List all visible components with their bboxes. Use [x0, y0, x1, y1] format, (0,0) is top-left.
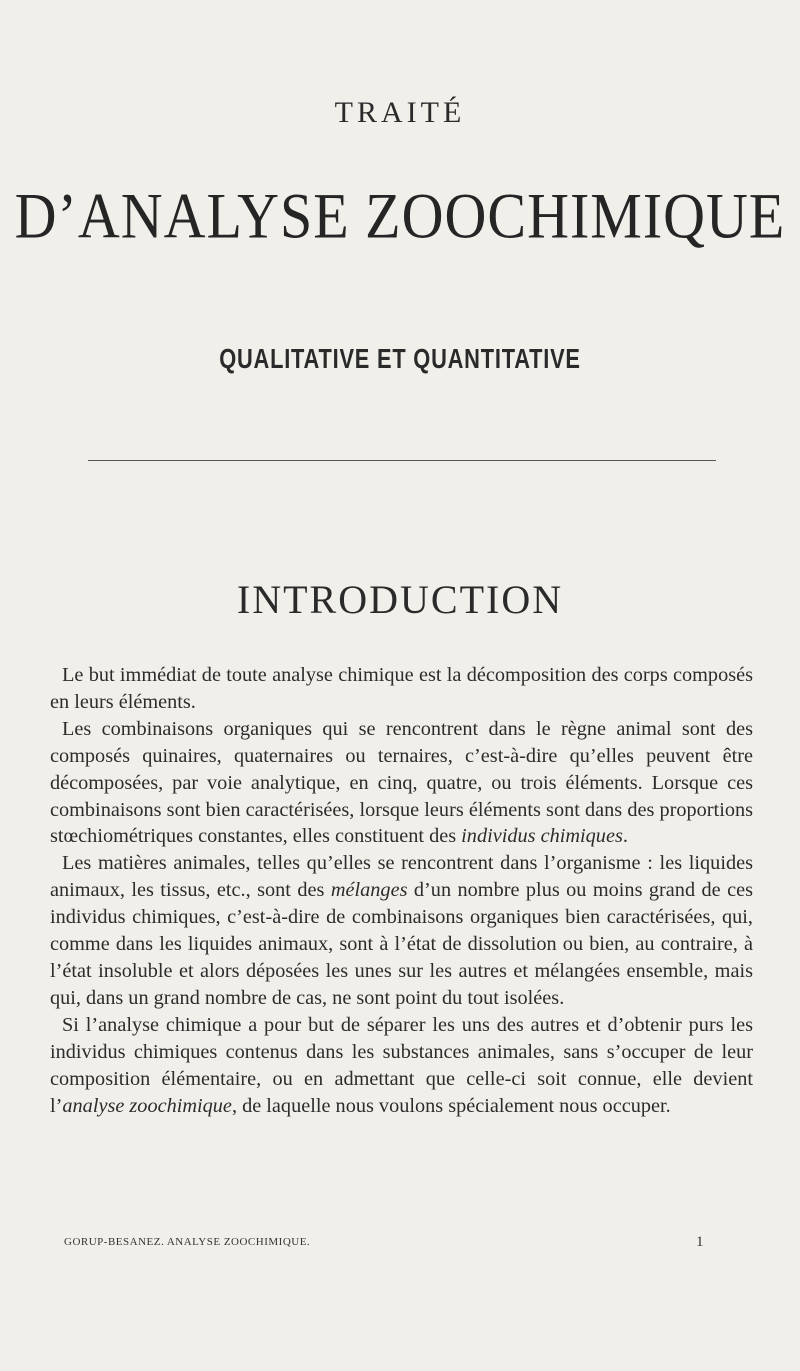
signature-number: 1: [696, 1234, 704, 1250]
subtitle: QUALITATIVE ET QUANTITATIVE: [219, 343, 581, 374]
italic-term: analyse zoochimique: [62, 1094, 232, 1117]
printer-signature: GORUP-BESANEZ. ANALYSE ZOOCHIMIQUE.: [64, 1236, 311, 1248]
paragraph: [50, 1012, 753, 1120]
text-run: , de laquelle nous voulons spécialement nous occuper.: [231, 1094, 671, 1117]
paragraph: [50, 850, 753, 1011]
title-main: D’ANALYSE ZOOCHIMIQUE: [14, 179, 786, 252]
text-run: Le but immédiat de toute analyse chimique est la décomposition des corps composés en leurs éléments.: [50, 664, 753, 713]
text-run: .: [622, 825, 628, 848]
text-run: Les combinaisons organiques qui se rencontrent dans le règne animal sont des composés quinaires, quaternaires ou ternaires, c’est-à-dire qu’elles peuvent être décomposées, par voie analytique, en cinq, quatre, ou trois éléments. Lorsque ces combinaisons sont bien caractérisées, lorsque leurs éléments sont dans des proportions stœchiométriques constantes, elles constituent des: [50, 717, 753, 848]
text-run: Les matières animales, telles qu’elles se rencontrent dans l’organisme : les liquides animaux, les tissus, etc., sont des: [50, 852, 753, 902]
title-traite: TRAITÉ: [334, 96, 466, 129]
text-run: Si l’analyse chimique a pour but de séparer les uns des autres et d’obtenir purs les individus chimiques contenus dans les substances animales, sans s’occuper de leur composition élémentaire, ou en admettant que celle-ci soit connue, elle devient l’: [50, 1013, 753, 1117]
section-title-introduction: INTRODUCTION: [236, 577, 564, 622]
italic-term: individus chimiques: [461, 825, 623, 848]
horizontal-rule: [88, 460, 716, 461]
paragraph: [50, 662, 753, 716]
text-run: d’un nombre plus ou moins grand de ces individus chimiques, c’est-à-dire de combinaisons organiques bien caractérisées, qui, comme dans les liquides animaux, sont à l’état de dissolution ou bien, au contraire, à l’état insoluble et alors déposées les unes sur les autres et mélangées ensemble, mais qui, dans un grand nombre de cas, ne sont point du tout isolées.: [50, 879, 753, 1009]
body-text: [50, 662, 753, 1119]
paragraph: [50, 716, 753, 851]
italic-term: mélanges: [330, 879, 408, 902]
footer: [64, 1236, 704, 1248]
